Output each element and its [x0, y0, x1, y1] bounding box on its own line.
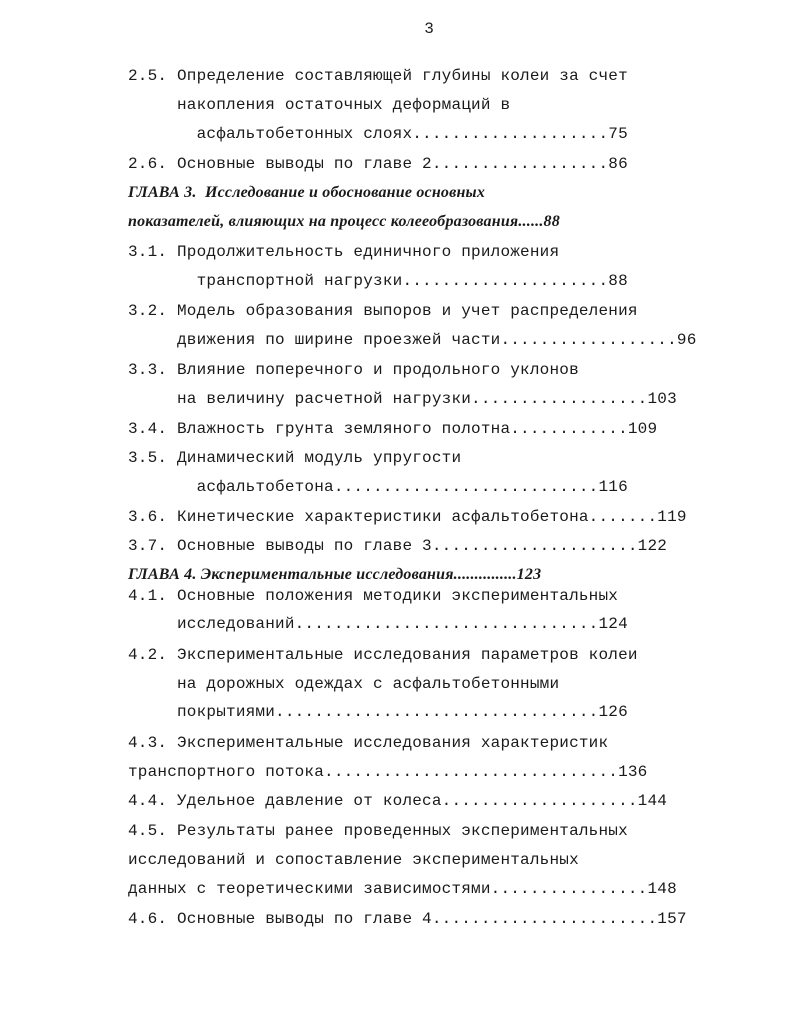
toc-entry-4-5-line-2: исследований и сопоставление экспериментальных: [128, 851, 579, 869]
toc-entry-2-5-line-2: накопления остаточных деформаций в: [128, 96, 511, 114]
toc-chapter-4: ГЛАВА 4. Экспериментальные исследования...............123: [128, 566, 542, 583]
toc-entry-3-3-line-1: 3.3. Влияние поперечного и продольного уклонов: [128, 361, 579, 379]
toc-entry-4-3-line-1: 4.3. Экспериментальные исследования характеристик: [128, 734, 609, 752]
toc-entry-4-4: 4.4. Удельное давление от колеса....................144: [128, 792, 668, 810]
toc-entry-3-2-line-1: 3.2. Модель образования выпоров и учет распределения: [128, 302, 638, 320]
toc-entry-3-7: 3.7. Основные выводы по главе 3.....................122: [128, 537, 668, 555]
toc-entry-4-2-line-1: 4.2. Экспериментальные исследования параметров колеи: [128, 646, 638, 664]
toc-entry-4-1-line-1: 4.1. Основные положения методики экспериментальных: [128, 587, 619, 605]
toc-entry-2-5-line-3: асфальтобетонных слоях....................75: [128, 125, 628, 143]
toc-entry-3-2-line-2: движения по ширине проезжей части..................96: [128, 331, 697, 349]
toc-entry-3-3-line-2: на величину расчетной нагрузки..................103: [128, 390, 677, 408]
toc-entry-3-5-line-1: 3.5. Динамический модуль упругости: [128, 449, 462, 467]
toc-entry-4-2-line-2: на дорожных одеждах с асфальтобетонными: [128, 675, 560, 693]
toc-entry-4-6: 4.6. Основные выводы по главе 4.......................157: [128, 910, 687, 928]
toc-entry-3-5-line-2: асфальтобетона...........................116: [128, 478, 628, 496]
toc-entry-4-1-line-2: исследований...............................124: [128, 615, 628, 633]
toc-entry-3-1-line-1: 3.1. Продолжительность единичного приложения: [128, 243, 560, 261]
page-number: 3: [424, 20, 434, 38]
toc-entry-3-1-line-2: транспортной нагрузки.....................88: [128, 272, 628, 290]
toc-chapter-3-line-2: показателей, влияющих на процесс колееобразования......88: [128, 213, 560, 230]
toc-entry-2-6: 2.6. Основные выводы по главе 2..................86: [128, 155, 628, 173]
toc-entry-3-6: 3.6. Кинетические характеристики асфальтобетона.......119: [128, 508, 687, 526]
toc-entry-4-5-line-1: 4.5. Результаты ранее проведенных экспериментальных: [128, 822, 628, 840]
toc-entry-4-2-line-3: покрытиями.................................126: [128, 703, 628, 721]
toc-entry-2-5-line-1: 2.5. Определение составляющей глубины колеи за счет: [128, 67, 628, 85]
toc-entry-4-3-line-2: транспортного потока..............................136: [128, 763, 648, 781]
toc-entry-4-5-line-3: данных с теоретическими зависимостями................148: [128, 880, 677, 898]
toc-chapter-3-line-1: ГЛАВА 3. Исследование и обоснование основных: [128, 184, 486, 201]
toc-entry-3-4: 3.4. Влажность грунта земляного полотна............109: [128, 420, 658, 438]
